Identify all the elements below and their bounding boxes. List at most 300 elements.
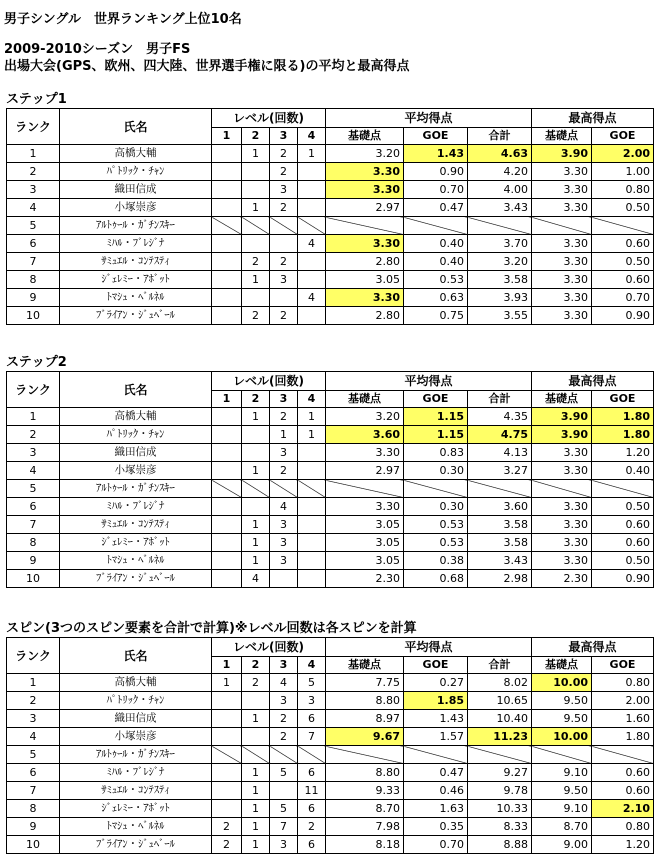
level-count-1 (212, 570, 242, 588)
level-count-2: 1 (242, 818, 270, 836)
table-row (7, 818, 654, 836)
empty-cell (468, 217, 532, 235)
avg-goe-cell: 1.85 (404, 692, 468, 710)
header-name: 氏名 (60, 638, 212, 674)
table-row (7, 764, 654, 782)
table-row (7, 235, 654, 253)
avg-goe-cell: 0.70 (404, 181, 468, 199)
level-count-1 (212, 764, 242, 782)
skater-name: ﾐﾊﾙ・ﾌﾞﾚｼﾞﾅ (60, 235, 212, 253)
level-count-1 (212, 307, 242, 325)
max-goe-cell: 1.00 (592, 163, 654, 181)
header-avg-goe: GOE (404, 128, 468, 145)
avg-total-cell: 3.27 (468, 462, 532, 480)
rank-cell: 8 (7, 534, 60, 552)
avg-base-cell: 3.30 (326, 181, 404, 199)
max-goe-cell: 2.10 (592, 800, 654, 818)
max-base-cell: 3.30 (532, 444, 592, 462)
avg-total-cell: 8.88 (468, 836, 532, 854)
max-base-cell: 9.00 (532, 836, 592, 854)
avg-base-cell: 2.80 (326, 253, 404, 271)
max-goe-cell: 1.80 (592, 728, 654, 746)
empty-cell (298, 217, 326, 235)
level-count-4 (298, 307, 326, 325)
header-avg-base: 基礎点 (326, 128, 404, 145)
avg-goe-cell: 0.68 (404, 570, 468, 588)
level-count-2: 1 (242, 782, 270, 800)
level-count-1 (212, 710, 242, 728)
avg-goe-cell: 0.35 (404, 818, 468, 836)
level-count-4 (298, 552, 326, 570)
table-row (7, 271, 654, 289)
table-row (7, 145, 654, 163)
empty-cell (532, 746, 592, 764)
level-count-2: 1 (242, 145, 270, 163)
avg-goe-cell: 1.15 (404, 426, 468, 444)
header-avg-total: 合計 (468, 128, 532, 145)
max-goe-cell: 0.80 (592, 674, 654, 692)
table-row (7, 498, 654, 516)
level-count-1 (212, 552, 242, 570)
level-count-1 (212, 692, 242, 710)
avg-base-cell: 8.18 (326, 836, 404, 854)
level-count-2 (242, 289, 270, 307)
rank-cell: 6 (7, 498, 60, 516)
section-title: スピン(3つのスピン要素を合計で計算)※レベル回数は各スピンを計算 (6, 621, 417, 636)
table-row (7, 552, 654, 570)
avg-total-cell: 3.58 (468, 271, 532, 289)
level-count-1 (212, 271, 242, 289)
avg-base-cell: 8.97 (326, 710, 404, 728)
avg-base-cell: 3.05 (326, 534, 404, 552)
rank-cell: 4 (7, 728, 60, 746)
avg-goe-cell: 0.27 (404, 674, 468, 692)
season-label: 2009-2010シーズン 男子FS (4, 42, 191, 57)
level-count-1 (212, 782, 242, 800)
max-base-cell: 3.30 (532, 253, 592, 271)
level-count-3: 2 (270, 462, 298, 480)
level-count-4 (298, 181, 326, 199)
level-count-4 (298, 163, 326, 181)
rank-cell: 6 (7, 764, 60, 782)
level-count-1 (212, 199, 242, 217)
level-count-3: 5 (270, 764, 298, 782)
skater-name: 織田信成 (60, 710, 212, 728)
header-rank: ランク (7, 638, 60, 674)
level-count-1 (212, 253, 242, 271)
empty-cell (468, 480, 532, 498)
header-average: 平均得点 (326, 109, 532, 128)
skater-name: ﾊﾟﾄﾘｯｸ・ﾁｬﾝ (60, 692, 212, 710)
avg-base-cell: 7.98 (326, 818, 404, 836)
skater-name: ﾄﾏｼｭ・ﾍﾞﾙﾈﾙ (60, 818, 212, 836)
rank-cell: 1 (7, 674, 60, 692)
page-title: 男子シングル 世界ランキング上位10名 (4, 12, 242, 27)
rank-cell: 2 (7, 426, 60, 444)
avg-goe-cell: 0.63 (404, 289, 468, 307)
header-avg-base: 基礎点 (326, 391, 404, 408)
avg-total-cell: 4.00 (468, 181, 532, 199)
skater-name: 小塚崇彦 (60, 462, 212, 480)
max-goe-cell: 0.70 (592, 289, 654, 307)
empty-cell (270, 480, 298, 498)
level-count-2: 1 (242, 462, 270, 480)
max-base-cell: 9.10 (532, 764, 592, 782)
max-base-cell: 9.10 (532, 800, 592, 818)
header-max-goe: GOE (592, 128, 654, 145)
empty-cell (270, 746, 298, 764)
level-count-4: 7 (298, 728, 326, 746)
header-level: レベル(回数) (212, 372, 326, 391)
level-count-1 (212, 235, 242, 253)
subtitle: 出場大会(GPS、欧州、四大陸、世界選手権に限る)の平均と最高得点 (4, 59, 410, 74)
skater-name: ｻﾐｭｴﾙ・ｺﾝﾃｽﾃｨ (60, 516, 212, 534)
level-count-2: 1 (242, 710, 270, 728)
level-count-3: 3 (270, 836, 298, 854)
rank-cell: 3 (7, 710, 60, 728)
level-count-3 (270, 570, 298, 588)
avg-total-cell: 3.43 (468, 199, 532, 217)
skater-name: 小塚崇彦 (60, 728, 212, 746)
avg-base-cell: 3.05 (326, 271, 404, 289)
skater-name: ｼﾞｪﾚﾐｰ・ｱﾎﾞｯﾄ (60, 534, 212, 552)
header-avg-goe: GOE (404, 657, 468, 674)
avg-base-cell: 2.97 (326, 199, 404, 217)
table-row (7, 163, 654, 181)
avg-goe-cell: 1.57 (404, 728, 468, 746)
header-max-base: 基礎点 (532, 391, 592, 408)
level-count-2 (242, 426, 270, 444)
empty-cell (468, 746, 532, 764)
level-count-4 (298, 534, 326, 552)
avg-total-cell: 9.27 (468, 764, 532, 782)
max-base-cell: 3.30 (532, 199, 592, 217)
max-goe-cell: 1.20 (592, 444, 654, 462)
level-count-4: 2 (298, 818, 326, 836)
header-level-1: 1 (212, 128, 242, 145)
skater-name: 高橋大輔 (60, 408, 212, 426)
skater-name: ｼﾞｪﾚﾐｰ・ｱﾎﾞｯﾄ (60, 271, 212, 289)
table-row (7, 426, 654, 444)
avg-total-cell: 3.55 (468, 307, 532, 325)
level-count-3: 3 (270, 181, 298, 199)
avg-goe-cell: 0.46 (404, 782, 468, 800)
level-count-2: 1 (242, 552, 270, 570)
avg-total-cell: 3.70 (468, 235, 532, 253)
level-count-4: 6 (298, 800, 326, 818)
table-row (7, 516, 654, 534)
empty-cell (592, 217, 654, 235)
header-avg-total: 合計 (468, 657, 532, 674)
skater-name: ﾄﾏｼｭ・ﾍﾞﾙﾈﾙ (60, 552, 212, 570)
max-base-cell: 3.30 (532, 552, 592, 570)
skater-name: 小塚崇彦 (60, 199, 212, 217)
skater-name: ﾐﾊﾙ・ﾌﾞﾚｼﾞﾅ (60, 764, 212, 782)
level-count-3: 2 (270, 728, 298, 746)
level-count-1 (212, 728, 242, 746)
avg-goe-cell: 0.30 (404, 462, 468, 480)
avg-total-cell: 3.93 (468, 289, 532, 307)
table-row (7, 534, 654, 552)
table-row (7, 800, 654, 818)
header-avg-total: 合計 (468, 391, 532, 408)
level-count-4: 6 (298, 836, 326, 854)
header-name: 氏名 (60, 372, 212, 408)
avg-total-cell: 4.20 (468, 163, 532, 181)
skater-name: ｼﾞｪﾚﾐｰ・ｱﾎﾞｯﾄ (60, 800, 212, 818)
level-count-3: 3 (270, 516, 298, 534)
max-goe-cell: 0.60 (592, 235, 654, 253)
skater-name: ﾐﾊﾙ・ﾌﾞﾚｼﾞﾅ (60, 498, 212, 516)
header-max: 最高得点 (532, 372, 654, 391)
rank-cell: 5 (7, 480, 60, 498)
max-base-cell: 3.90 (532, 145, 592, 163)
skater-name: ｱﾙﾄｩｰﾙ・ｶﾞﾁﾝｽｷｰ (60, 746, 212, 764)
empty-cell (326, 480, 404, 498)
empty-cell (404, 480, 468, 498)
max-base-cell: 3.30 (532, 516, 592, 534)
rank-cell: 8 (7, 800, 60, 818)
level-count-3: 5 (270, 800, 298, 818)
max-base-cell: 3.30 (532, 307, 592, 325)
level-count-3: 4 (270, 674, 298, 692)
table-row (7, 289, 654, 307)
empty-cell (212, 480, 242, 498)
empty-cell (298, 746, 326, 764)
header-max-base: 基礎点 (532, 128, 592, 145)
avg-goe-cell: 1.63 (404, 800, 468, 818)
avg-base-cell: 3.60 (326, 426, 404, 444)
level-count-1: 2 (212, 836, 242, 854)
level-count-4: 6 (298, 764, 326, 782)
avg-goe-cell: 1.43 (404, 145, 468, 163)
level-count-4 (298, 271, 326, 289)
max-goe-cell: 2.00 (592, 145, 654, 163)
max-base-cell: 3.30 (532, 462, 592, 480)
rank-cell: 8 (7, 271, 60, 289)
avg-base-cell: 9.67 (326, 728, 404, 746)
table-row (7, 710, 654, 728)
header-level-2: 2 (242, 391, 270, 408)
header-rank: ランク (7, 372, 60, 408)
skater-name: ﾊﾟﾄﾘｯｸ・ﾁｬﾝ (60, 426, 212, 444)
skater-name: 織田信成 (60, 181, 212, 199)
table-row (7, 181, 654, 199)
rank-cell: 2 (7, 692, 60, 710)
avg-base-cell: 3.05 (326, 516, 404, 534)
avg-goe-cell: 0.40 (404, 253, 468, 271)
empty-cell (270, 217, 298, 235)
avg-total-cell: 9.78 (468, 782, 532, 800)
max-goe-cell: 0.50 (592, 253, 654, 271)
level-count-2 (242, 498, 270, 516)
avg-total-cell: 2.98 (468, 570, 532, 588)
header-level-4: 4 (298, 391, 326, 408)
max-base-cell: 3.30 (532, 271, 592, 289)
max-goe-cell: 0.50 (592, 199, 654, 217)
rank-cell: 7 (7, 516, 60, 534)
max-base-cell: 3.90 (532, 426, 592, 444)
avg-goe-cell: 0.47 (404, 199, 468, 217)
rank-cell: 3 (7, 444, 60, 462)
empty-cell (326, 746, 404, 764)
rank-cell: 10 (7, 307, 60, 325)
skater-name: 織田信成 (60, 444, 212, 462)
max-base-cell: 3.30 (532, 181, 592, 199)
empty-cell (592, 746, 654, 764)
max-base-cell: 3.30 (532, 498, 592, 516)
header-level: レベル(回数) (212, 638, 326, 657)
level-count-1 (212, 462, 242, 480)
level-count-4: 5 (298, 674, 326, 692)
avg-goe-cell: 1.43 (404, 710, 468, 728)
level-count-2 (242, 163, 270, 181)
level-count-1 (212, 163, 242, 181)
avg-goe-cell: 1.15 (404, 408, 468, 426)
max-base-cell: 3.30 (532, 289, 592, 307)
avg-base-cell: 3.30 (326, 498, 404, 516)
header-level-4: 4 (298, 657, 326, 674)
skater-name: ｻﾐｭｴﾙ・ｺﾝﾃｽﾃｨ (60, 253, 212, 271)
rank-cell: 3 (7, 181, 60, 199)
avg-total-cell: 4.35 (468, 408, 532, 426)
level-count-4: 1 (298, 145, 326, 163)
score-table (6, 637, 654, 854)
rank-cell: 4 (7, 462, 60, 480)
max-goe-cell: 0.90 (592, 307, 654, 325)
max-base-cell: 2.30 (532, 570, 592, 588)
max-goe-cell: 0.40 (592, 462, 654, 480)
header-level-4: 4 (298, 128, 326, 145)
max-goe-cell: 0.60 (592, 782, 654, 800)
max-base-cell: 9.50 (532, 692, 592, 710)
level-count-3: 2 (270, 307, 298, 325)
skater-name: ｱﾙﾄｩｰﾙ・ｶﾞﾁﾝｽｷｰ (60, 217, 212, 235)
avg-total-cell: 3.58 (468, 534, 532, 552)
max-goe-cell: 0.60 (592, 764, 654, 782)
avg-total-cell: 11.23 (468, 728, 532, 746)
level-count-1 (212, 426, 242, 444)
skater-name: ｻﾐｭｴﾙ・ｺﾝﾃｽﾃｨ (60, 782, 212, 800)
avg-goe-cell: 0.70 (404, 836, 468, 854)
table-row (7, 217, 654, 235)
table-row (7, 307, 654, 325)
level-count-2: 2 (242, 253, 270, 271)
avg-goe-cell: 0.75 (404, 307, 468, 325)
max-goe-cell: 0.60 (592, 516, 654, 534)
header-level-1: 1 (212, 657, 242, 674)
table-row (7, 782, 654, 800)
level-count-3: 3 (270, 692, 298, 710)
score-table (6, 371, 654, 588)
header-level-2: 2 (242, 128, 270, 145)
header-avg-goe: GOE (404, 391, 468, 408)
skater-name: ﾄﾏｼｭ・ﾍﾞﾙﾈﾙ (60, 289, 212, 307)
avg-base-cell: 2.97 (326, 462, 404, 480)
avg-total-cell: 4.13 (468, 444, 532, 462)
empty-cell (532, 217, 592, 235)
max-base-cell: 9.50 (532, 710, 592, 728)
rank-cell: 9 (7, 289, 60, 307)
level-count-2 (242, 235, 270, 253)
table-row (7, 444, 654, 462)
max-base-cell: 8.70 (532, 818, 592, 836)
avg-total-cell: 10.65 (468, 692, 532, 710)
max-goe-cell: 1.80 (592, 408, 654, 426)
skater-name: ﾌﾞﾗｲｱﾝ・ｼﾞｭﾍﾞｰﾙ (60, 570, 212, 588)
avg-total-cell: 4.75 (468, 426, 532, 444)
empty-cell (532, 480, 592, 498)
level-count-1: 2 (212, 818, 242, 836)
max-base-cell: 3.30 (532, 163, 592, 181)
score-table (6, 108, 654, 325)
level-count-4: 4 (298, 289, 326, 307)
level-count-4 (298, 516, 326, 534)
rank-cell: 10 (7, 836, 60, 854)
table-row (7, 674, 654, 692)
avg-base-cell: 3.20 (326, 145, 404, 163)
max-goe-cell: 0.60 (592, 534, 654, 552)
level-count-4: 1 (298, 426, 326, 444)
table-row (7, 199, 654, 217)
max-base-cell: 3.30 (532, 235, 592, 253)
avg-total-cell: 3.60 (468, 498, 532, 516)
empty-cell (298, 480, 326, 498)
level-count-1 (212, 444, 242, 462)
level-count-2: 4 (242, 570, 270, 588)
avg-base-cell: 3.30 (326, 289, 404, 307)
rank-cell: 6 (7, 235, 60, 253)
level-count-2 (242, 728, 270, 746)
skater-name: 高橋大輔 (60, 674, 212, 692)
level-count-3: 2 (270, 710, 298, 728)
max-goe-cell: 1.20 (592, 836, 654, 854)
avg-total-cell: 3.58 (468, 516, 532, 534)
max-base-cell: 10.00 (532, 728, 592, 746)
avg-base-cell: 3.30 (326, 444, 404, 462)
level-count-2: 1 (242, 199, 270, 217)
header-level-2: 2 (242, 657, 270, 674)
table-row (7, 408, 654, 426)
level-count-3: 7 (270, 818, 298, 836)
max-goe-cell: 0.80 (592, 818, 654, 836)
avg-total-cell: 4.63 (468, 145, 532, 163)
rank-cell: 9 (7, 818, 60, 836)
max-base-cell: 10.00 (532, 674, 592, 692)
skater-name: ﾌﾞﾗｲｱﾝ・ｼﾞｭﾍﾞｰﾙ (60, 836, 212, 854)
table-row (7, 253, 654, 271)
header-max-base: 基礎点 (532, 657, 592, 674)
level-count-2: 1 (242, 516, 270, 534)
avg-goe-cell: 0.30 (404, 498, 468, 516)
level-count-4 (298, 444, 326, 462)
level-count-1 (212, 145, 242, 163)
level-count-2: 2 (242, 307, 270, 325)
level-count-4 (298, 199, 326, 217)
level-count-2: 2 (242, 674, 270, 692)
empty-cell (404, 217, 468, 235)
table-row (7, 836, 654, 854)
avg-goe-cell: 0.38 (404, 552, 468, 570)
level-count-1 (212, 498, 242, 516)
level-count-4: 6 (298, 710, 326, 728)
header-level-3: 3 (270, 657, 298, 674)
max-base-cell: 3.90 (532, 408, 592, 426)
rank-cell: 4 (7, 199, 60, 217)
level-count-1 (212, 800, 242, 818)
avg-goe-cell: 0.90 (404, 163, 468, 181)
level-count-3: 2 (270, 253, 298, 271)
